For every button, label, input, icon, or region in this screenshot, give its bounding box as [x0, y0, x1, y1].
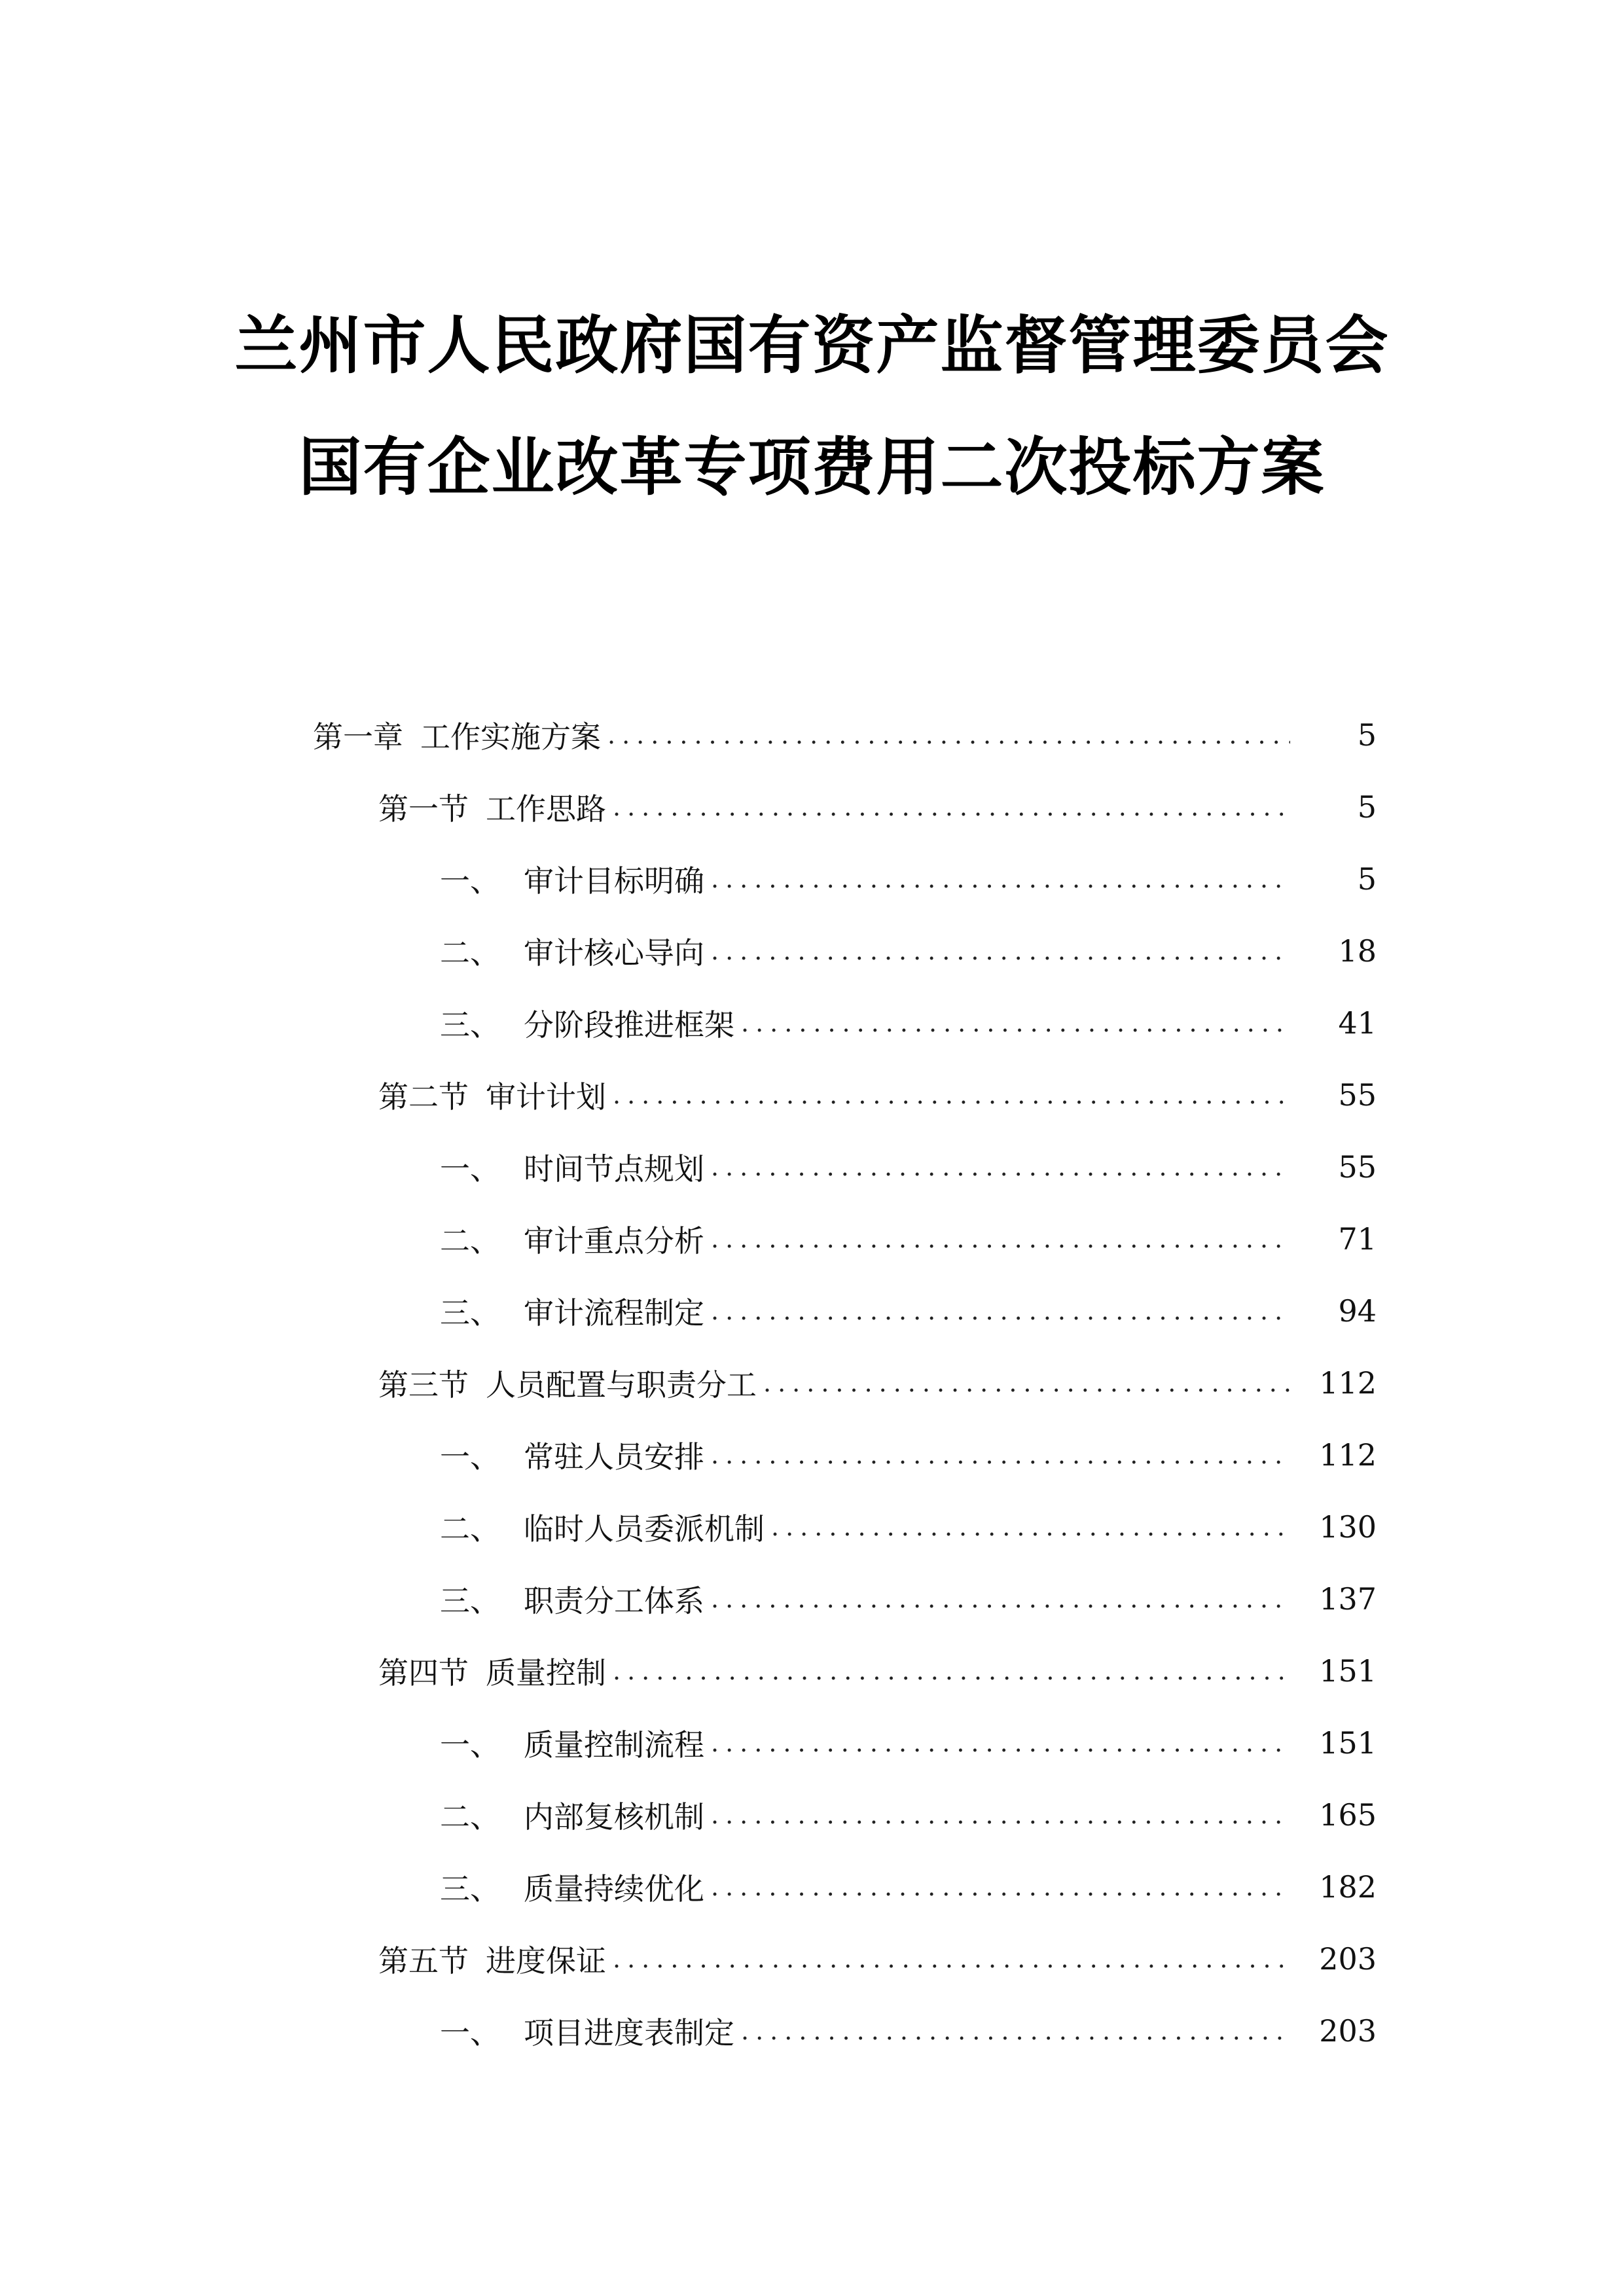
toc-entry-prefix: 第三节	[378, 1367, 469, 1403]
table-of-contents	[0, 699, 1624, 2067]
toc-entry-prefix: 二、	[440, 1511, 500, 1547]
toc-entry[interactable]	[0, 1563, 1624, 1635]
toc-entry[interactable]	[0, 1635, 1624, 1707]
toc-leader-dots	[763, 1368, 1290, 1398]
toc-leader-dots	[711, 1584, 1290, 1614]
toc-leader-dots	[613, 1080, 1290, 1110]
toc-leader-dots	[711, 1152, 1290, 1182]
toc-entry-title: 审计流程制定	[524, 1295, 704, 1331]
toc-entry-title: 临时人员委派机制	[524, 1511, 765, 1547]
toc-entry-title: 内部复核机制	[524, 1799, 704, 1835]
toc-entry[interactable]	[0, 771, 1624, 843]
toc-leader-dots	[711, 1296, 1290, 1326]
toc-leader-dots	[741, 2016, 1290, 2046]
toc-leader-dots	[711, 1800, 1290, 1830]
toc-page-number: 203	[1319, 2013, 1377, 2049]
toc-page-number: 203	[1319, 1941, 1377, 1977]
title-line-2: 国有企业改革专项费用二次投标方案	[298, 431, 1326, 504]
toc-entry[interactable]	[0, 843, 1624, 915]
toc-page-number: 137	[1319, 1581, 1377, 1617]
toc-entry-title: 质量持续优化	[524, 1871, 704, 1907]
toc-page-number: 5	[1357, 717, 1377, 753]
toc-entry-prefix: 第一章	[313, 719, 403, 755]
toc-leader-dots	[613, 792, 1290, 822]
toc-entry-title: 审计目标明确	[524, 863, 704, 899]
toc-leader-dots	[711, 1872, 1290, 1902]
toc-entry[interactable]	[0, 1203, 1624, 1275]
toc-entry-prefix: 二、	[440, 935, 500, 971]
toc-entry-title: 项目进度表制定	[524, 2015, 734, 2051]
toc-page-number: 71	[1338, 1221, 1377, 1257]
toc-leader-dots	[711, 1224, 1290, 1254]
toc-entry-prefix: 一、	[440, 1151, 500, 1187]
toc-entry-title: 审计核心导向	[524, 935, 704, 971]
toc-entry[interactable]	[0, 1131, 1624, 1203]
toc-entry-title: 常驻人员安排	[524, 1439, 704, 1475]
toc-leader-dots	[741, 1008, 1290, 1038]
toc-entry-prefix: 第五节	[378, 1943, 469, 1979]
toc-entry-prefix: 一、	[440, 863, 500, 899]
toc-entry-title: 职责分工体系	[524, 1583, 704, 1619]
toc-entry-prefix: 第一节	[378, 791, 469, 827]
toc-entry[interactable]	[0, 1059, 1624, 1131]
toc-page-number: 130	[1319, 1509, 1377, 1545]
toc-entry[interactable]	[0, 1995, 1624, 2067]
toc-page-number: 5	[1357, 789, 1377, 825]
toc-entry[interactable]	[0, 1779, 1624, 1851]
toc-page-number: 112	[1319, 1437, 1377, 1473]
toc-entry[interactable]	[0, 1923, 1624, 1995]
toc-entry[interactable]	[0, 1851, 1624, 1923]
toc-entry-prefix: 三、	[440, 1871, 500, 1907]
toc-leader-dots	[711, 864, 1290, 894]
toc-page-number: 41	[1338, 1005, 1377, 1041]
toc-page-number: 151	[1319, 1653, 1377, 1689]
toc-entry-title: 工作实施方案	[420, 719, 601, 755]
toc-entry-prefix: 三、	[440, 1583, 500, 1619]
toc-entry-prefix: 二、	[440, 1223, 500, 1259]
toc-entry-prefix: 二、	[440, 1799, 500, 1835]
toc-entry-prefix: 第四节	[378, 1655, 469, 1691]
toc-leader-dots	[711, 1440, 1290, 1470]
toc-entry[interactable]	[0, 1491, 1624, 1563]
toc-entry[interactable]	[0, 987, 1624, 1059]
toc-page-number: 18	[1338, 933, 1377, 969]
toc-entry-prefix: 第二节	[378, 1079, 469, 1115]
toc-entry-title: 审计计划	[486, 1079, 606, 1115]
toc-page-number: 151	[1319, 1725, 1377, 1761]
toc-entry-title: 进度保证	[486, 1943, 606, 1979]
toc-page-number: 182	[1319, 1869, 1377, 1905]
toc-entry[interactable]	[0, 1347, 1624, 1419]
toc-page-number: 165	[1319, 1797, 1377, 1833]
toc-entry-title: 分阶段推进框架	[524, 1007, 734, 1043]
toc-page-number: 5	[1357, 861, 1377, 897]
toc-entry-prefix: 一、	[440, 1439, 500, 1475]
toc-entry-prefix: 三、	[440, 1295, 500, 1331]
toc-entry[interactable]	[0, 1419, 1624, 1491]
toc-entry[interactable]	[0, 699, 1624, 771]
toc-entry-title: 审计重点分析	[524, 1223, 704, 1259]
document-title	[0, 309, 1624, 504]
toc-page-number: 55	[1338, 1149, 1377, 1185]
toc-leader-dots	[711, 1728, 1290, 1758]
toc-entry-prefix: 一、	[440, 1727, 500, 1763]
toc-page-number: 94	[1338, 1293, 1377, 1329]
toc-leader-dots	[613, 1944, 1290, 1974]
toc-entry[interactable]	[0, 1707, 1624, 1779]
title-line-1: 兰州市人民政府国有资产监督管理委员会	[234, 309, 1390, 382]
toc-entry-title: 工作思路	[486, 791, 606, 827]
toc-leader-dots	[607, 720, 1290, 750]
toc-entry-prefix: 一、	[440, 2015, 500, 2051]
toc-entry[interactable]	[0, 915, 1624, 987]
toc-entry-title: 质量控制流程	[524, 1727, 704, 1763]
toc-entry-title: 人员配置与职责分工	[486, 1367, 757, 1403]
toc-entry[interactable]	[0, 1275, 1624, 1347]
toc-leader-dots	[771, 1512, 1290, 1542]
toc-page-number: 112	[1319, 1365, 1377, 1401]
toc-entry-title: 质量控制	[486, 1655, 606, 1691]
toc-leader-dots	[711, 936, 1290, 966]
toc-leader-dots	[613, 1656, 1290, 1686]
toc-page-number: 55	[1338, 1077, 1377, 1113]
toc-entry-title: 时间节点规划	[524, 1151, 704, 1187]
toc-entry-prefix: 三、	[440, 1007, 500, 1043]
